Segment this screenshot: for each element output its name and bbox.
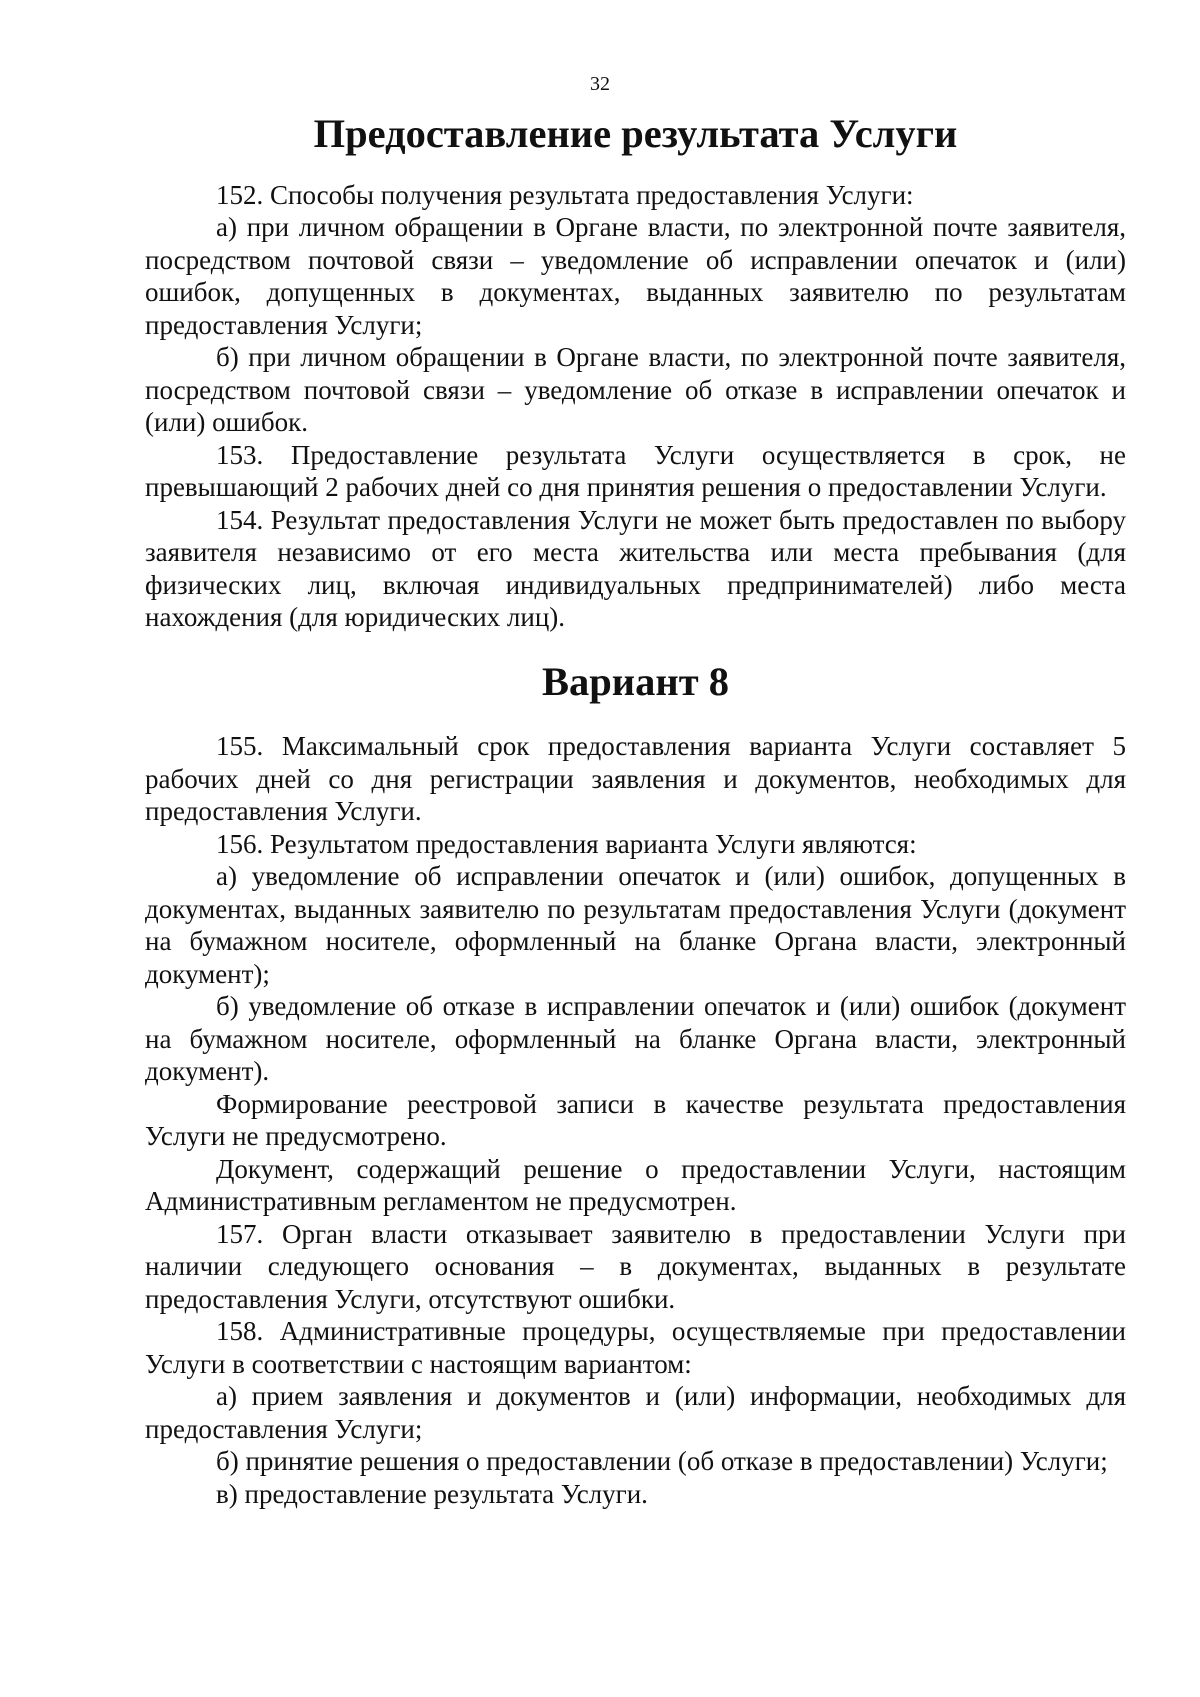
paragraph-152: 152. Способы получения результата предоставления Услуги: xyxy=(216,179,914,210)
paragraph-152-b: б) при личном обращении в Органе власти, по электронной почте заявителя, посредством почтовой связи – уведомление об отказе в исправлении опечаток и (или) ошибок. xyxy=(145,342,1126,437)
paragraph-158-b: б) принятие решения о предоставлении (об отказе в предоставлении) Услуги; xyxy=(216,1446,1108,1476)
section-heading-variant-8: Вариант 8 xyxy=(542,658,729,704)
section-heading-result: Предоставление результата Услуги xyxy=(313,111,958,156)
paragraph-153: 153. Предоставление результата Услуги осуществляется в срок, не превышающий 2 рабочих дней со дня принятия решения о предоставлении Услуги. xyxy=(145,439,1126,502)
paragraph-decision-document: Документ, содержащий решение о предоставлении Услуги, настоящим Административным регламентом не предусмотрен. xyxy=(145,1153,1126,1216)
paragraph-155: 155. Максимальный срок предоставления варианта Услуги составляет 5 рабочих дней со дня регистрации заявления и документов, необходимых для предоставления Услуги. xyxy=(145,731,1126,826)
paragraph-156-b: б) уведомление об отказе в исправлении опечаток и (или) ошибок (документ на бумажном носителе, оформленный на бланке Органа власти, электронный документ). xyxy=(145,991,1126,1086)
page-number: 32 xyxy=(590,73,610,95)
paragraph-158: 158. Административные процедуры, осуществляемые при предоставлении Услуги в соответствии с настоящим вариантом: xyxy=(145,1316,1126,1379)
paragraph-157: 157. Орган власти отказывает заявителю в предоставлении Услуги при наличии следующего основания – в документах, выданных в результате предоставления Услуги, отсутствуют ошибки. xyxy=(145,1218,1126,1314)
paragraph-156: 156. Результатом предоставления варианта Услуги являются: xyxy=(216,828,917,859)
paragraph-154: 154. Результат предоставления Услуги не может быть предоставлен по выбору заявителя независимо от его места жительства или места пребывания (для физических лиц, включая индивидуальных предпринимателей) либо места нахождения (для юридических лиц). xyxy=(145,504,1126,632)
paragraph-158-c: в) предоставление результата Услуги. xyxy=(216,1478,648,1509)
document-body xyxy=(145,111,1126,1510)
paragraph-156-a: а) уведомление об исправлении опечаток и (или) ошибок, допущенных в документах, выданных заявителю по результатам предоставления Услуги (документ на бумажном носителе, оформленный на бланке Органа власти, электронный документ); xyxy=(145,861,1126,989)
paragraph-152-a: а) при личном обращении в Органе власти, по электронной почте заявителя, посредством почтовой связи – уведомление об исправлении опечаток и (или) ошибок, допущенных в документах, выданных заявителю по результатам предоставления Услуги; xyxy=(145,212,1126,340)
paragraph-158-a: а) прием заявления и документов и (или) информации, необходимых для предоставления Услуги; xyxy=(145,1381,1126,1444)
paragraph-registry-record: Формирование реестровой записи в качестве результата предоставления Услуги не предусмотрено. xyxy=(145,1088,1126,1151)
